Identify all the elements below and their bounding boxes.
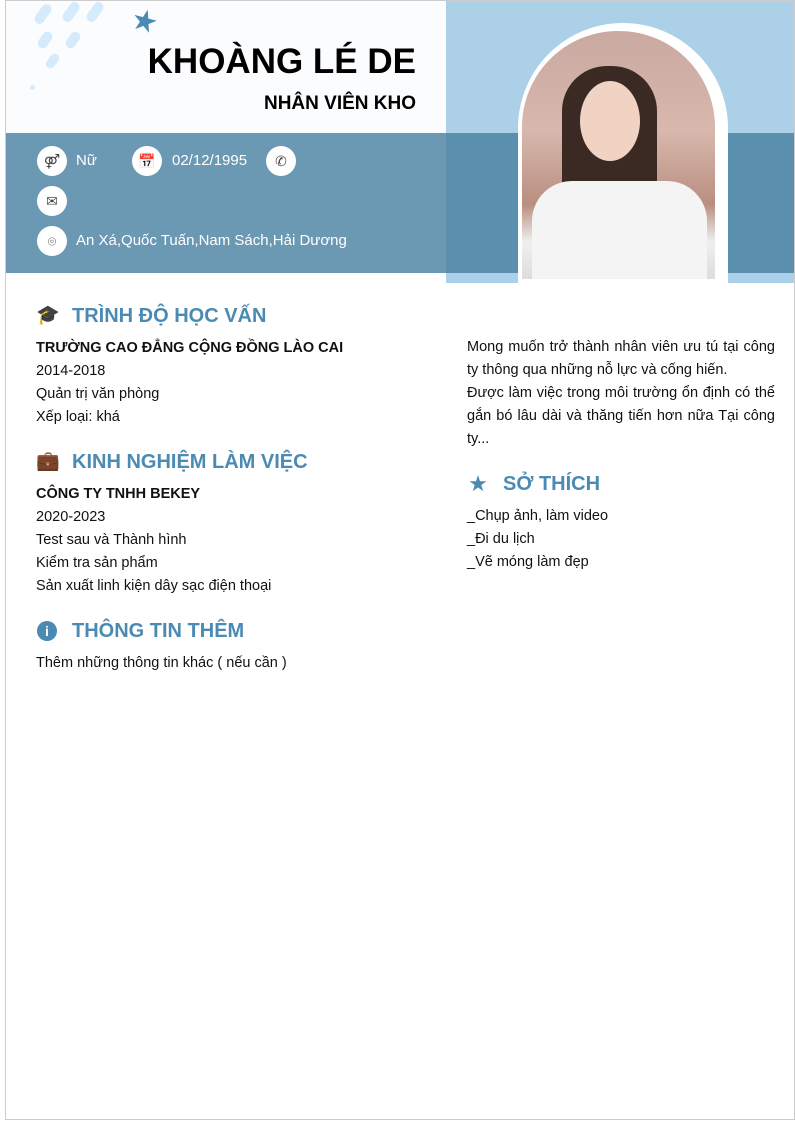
hobby-item: _Vẽ móng làm đẹp [467, 554, 589, 570]
candidate-name: KHOÀNG LÉ DE [147, 42, 416, 81]
briefcase-icon: 💼 [36, 451, 60, 472]
school-name: TRƯỜNG CAO ĐẲNG CỘNG ĐỒNG LÀO CAI [36, 340, 344, 356]
star-icon: ★ [468, 471, 488, 496]
phone-icon: ✆ [266, 146, 296, 176]
experience-period: 2020-2023 [36, 509, 106, 525]
task-item: Kiểm tra sản phẩm [36, 555, 158, 571]
address-value: An Xá,Quốc Tuấn,Nam Sách,Hải Dương [76, 232, 347, 249]
left-column [36, 303, 436, 675]
cv-page [5, 0, 795, 1120]
extra-text: Thêm những thông tin khác ( nếu cần ) [36, 655, 287, 671]
calendar-icon: 📅 [132, 146, 162, 176]
education-heading: TRÌNH ĐỘ HỌC VẤN [72, 305, 267, 327]
location-icon: ⌾ [37, 226, 67, 256]
task-item: Test sau và Thành hình [36, 532, 187, 548]
hobby-item: _Chụp ảnh, làm video [467, 508, 609, 524]
job-title: NHÂN VIÊN KHO [263, 93, 416, 114]
objective-paragraph: Được làm việc trong môi trường ổn định có thể gắn bó lâu dài và thăng tiến hơn nữa Tại công ty... [467, 385, 775, 447]
gender-icon: ⚤ [37, 146, 67, 176]
education-grade: Xếp loại: khá [36, 409, 120, 425]
avatar-photo [522, 31, 715, 279]
education-period: 2014-2018 [36, 363, 106, 379]
gender-value: Nữ [76, 152, 97, 169]
email-icon: ✉ [37, 186, 67, 216]
star-decoration-icon: ★ [127, 2, 162, 41]
objective-paragraph: Mong muốn trở thành nhân viên ưu tú tại công ty thông qua những nỗ lực và cống hiến. [467, 339, 775, 378]
task-item: Sản xuất linh kiện dây sạc điện thoại [36, 578, 272, 594]
birthday-value: 02/12/1995 [172, 152, 248, 169]
experience-heading: KINH NGHIỆM LÀM VIỆC [72, 451, 308, 473]
extra-heading: THÔNG TIN THÊM [72, 620, 245, 642]
hobby-item: _Đi du lịch [467, 531, 535, 547]
info-icon: i [37, 621, 57, 641]
education-major: Quản trị văn phòng [36, 386, 160, 402]
graduation-cap-icon: 🎓 [36, 305, 60, 326]
right-column [467, 336, 775, 574]
company-name: CÔNG TY TNHH BEKEY [36, 486, 201, 502]
hobbies-heading: SỞ THÍCH [503, 473, 601, 495]
